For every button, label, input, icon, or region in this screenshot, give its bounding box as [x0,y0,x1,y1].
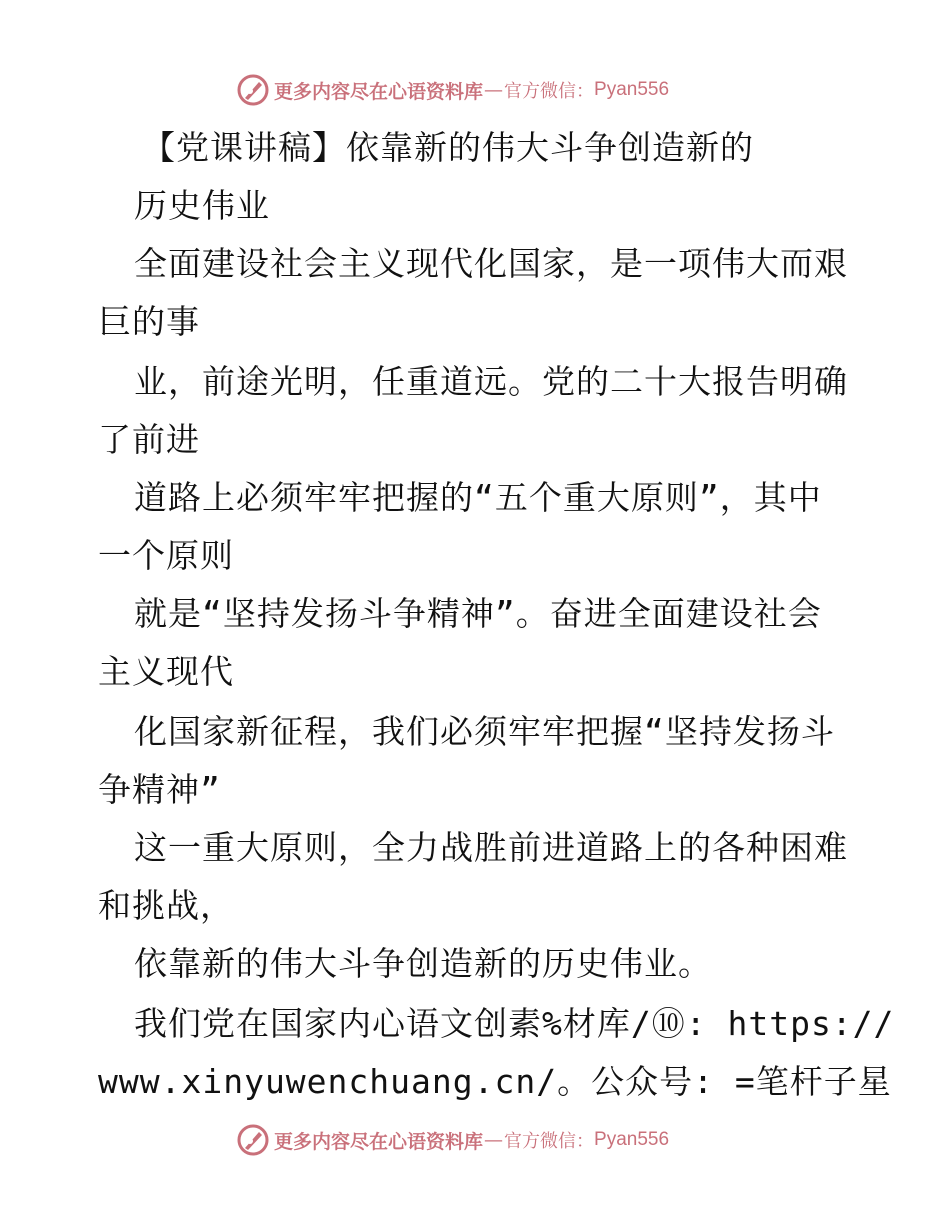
watermark-wechat-id: Pyan556 [594,1129,670,1150]
paragraph-line: 化国家新征程，我们必须牢牢把握“坚持发扬斗 [134,712,835,751]
paragraph-line: 和挑战， [98,886,234,925]
paragraph-line: 道路上必须牢牢把握的“五个重大原则”，其中 [134,478,822,517]
paragraph-line: www.xinyuwenchuang.cn/。公众号: =笔杆子星 [98,1062,892,1101]
watermark-dash: — [484,1129,504,1151]
paragraph-line: 依靠新的伟大斗争创造新的历史伟业。 [134,944,712,983]
paragraph-line: 了前进 [98,420,200,459]
watermark-wechat-id: Pyan556 [594,79,670,100]
paragraph-line: 我们党在国家内心语文创素%材库/⑩: https:// [134,1004,895,1043]
paragraph-line: 一个原则 [98,536,234,575]
watermark-text: 更多内容尽在心语资料库 [274,80,484,103]
paragraph-line: 这一重大原则，全力战胜前进道路上的各种困难 [134,828,848,867]
pen-seal-icon [236,1123,270,1157]
document-title-line-1: 【党课讲稿】依靠新的伟大斗争创造新的 [142,128,754,167]
watermark-text: 更多内容尽在心语资料库 [274,1130,484,1153]
paragraph-line: 主义现代 [98,652,234,691]
pen-seal-icon [236,73,270,107]
paragraph-line: 就是“坚持发扬斗争精神”。奋进全面建设社会 [134,594,822,633]
header-watermark [236,72,716,108]
watermark-wechat-label: 官方微信： [504,1131,595,1152]
paragraph-line: 全面建设社会主义现代化国家，是一项伟大而艰 [134,244,848,283]
document-title-line-2: 历史伟业 [134,186,270,225]
footer-watermark [236,1122,716,1158]
paragraph-line: 巨的事 [98,302,200,341]
watermark-wechat-label: 官方微信： [504,81,595,102]
paragraph-line: 业，前途光明，任重道远。党的二十大报告明确 [134,362,848,401]
paragraph-line: 争精神” [98,770,221,809]
watermark-dash: — [484,79,504,101]
